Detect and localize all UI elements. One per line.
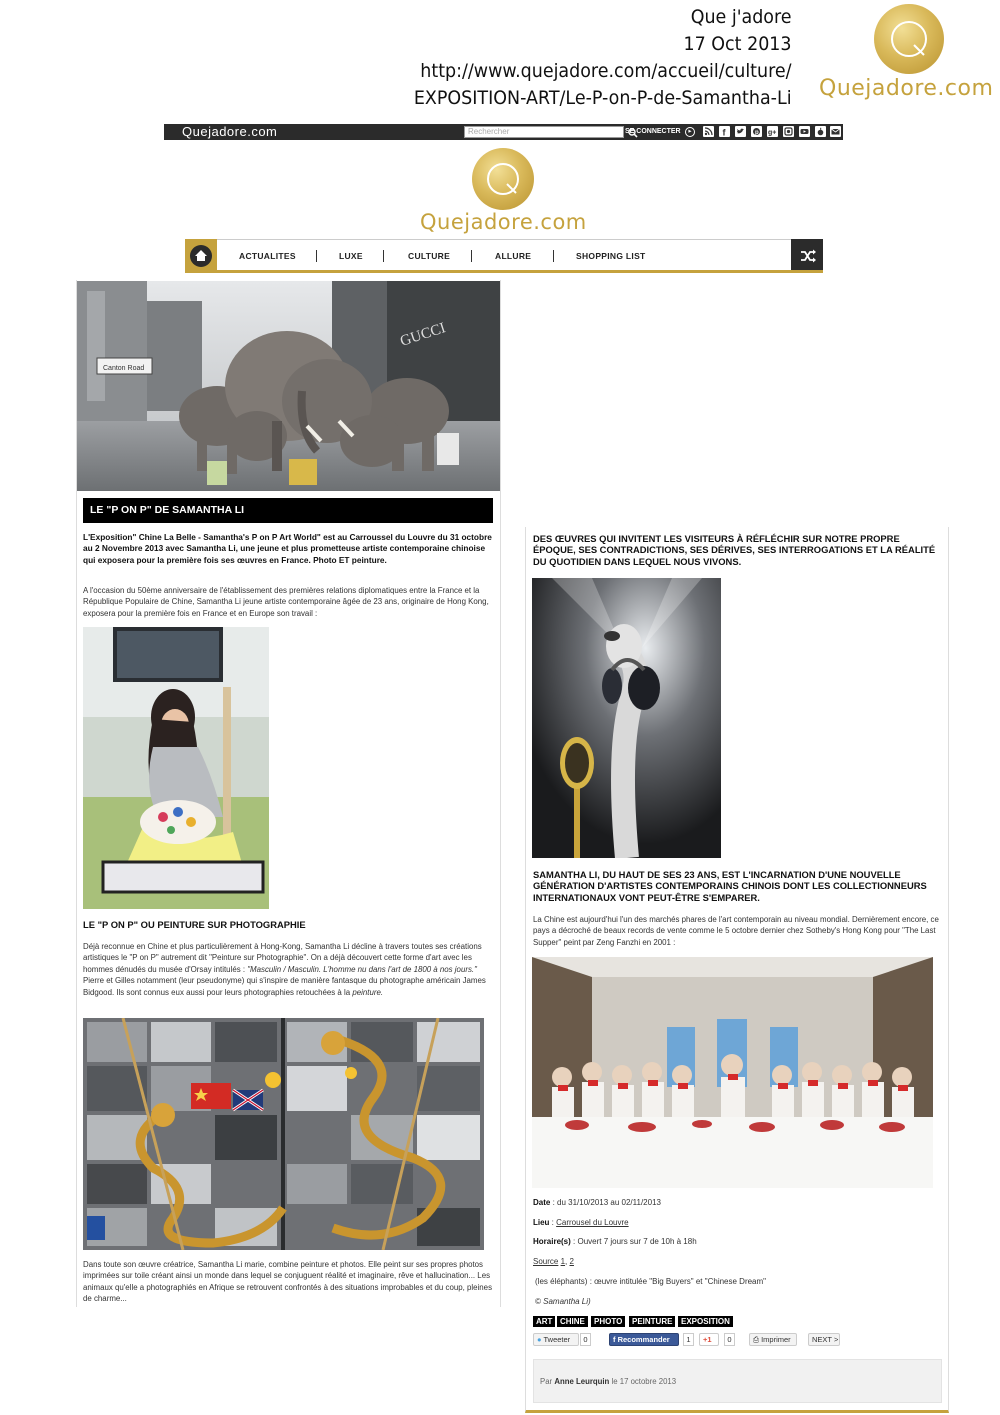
image-credit: © Samantha Li): [535, 1297, 591, 1306]
pinterest-icon[interactable]: [751, 126, 762, 137]
nav-item-culture[interactable]: CULTURE: [408, 251, 451, 261]
nav-item-luxe[interactable]: LUXE: [339, 251, 363, 261]
elephants-artwork-image: [77, 281, 500, 491]
event-hours-label: Horaire(s): [533, 1237, 571, 1246]
event-location-sep: :: [549, 1218, 557, 1227]
facebook-icon[interactable]: [719, 126, 730, 137]
event-hours-value: : Ouvert 7 jours sur 7 de 10h à 18h: [570, 1237, 697, 1246]
brand-logo-icon: [874, 4, 944, 74]
event-sources: Source 1, 2: [533, 1257, 574, 1266]
top-bar: [164, 124, 843, 140]
svg-text:g+: g+: [768, 129, 777, 137]
section-text-italic: peinture.: [352, 987, 384, 997]
gplus-button[interactable]: [699, 1333, 719, 1346]
nav-separator: [383, 250, 384, 262]
section-text-italic: "Masculin / Masculin. L'homme nu dans l'art de 1800 à nos jours.": [247, 964, 477, 974]
tweet-button[interactable]: [533, 1333, 579, 1346]
shop-sign-text: GUCCI: [398, 320, 448, 350]
topbar-site-name[interactable]: Quejadore.com: [182, 124, 278, 139]
section-text-creative-work: Dans toute son œuvre créatrice, Samantha Li marie, combine peinture et photos. Elle peint sur ses propres photos imprimées sur toile créant ainsi un monde dans lequel se conjuguent réalité et imaginaire, rêve et hallucination... Les animaux qu'elle a photographiés en Afrique se retrouvent confrontés à des situations improbables et du coup, pleines de charme...: [83, 1260, 493, 1304]
section-text-part: Déjà reconnue en Chine et plus particulièrement à Hong-Kong, Samantha Li décline à travers toutes ses créations artistiques le "P on P" autrement dit "Peinture sur Photographie". On a déjà découvert cette forme d'art avec les hommes dénudés du musée d'Orsay intitulés :: [83, 942, 482, 974]
login-arrow-icon[interactable]: [685, 127, 695, 137]
section-title-works: DES ŒUVRES QUI INVITENT LES VISITEURS À RÉFLÉCHIR SUR NOTRE PROPRE ÉPOQUE, SES CONTRADICTIONS, SES DÉRIVES, SES INTERROGATIONS ET LA RÉALITÉ DU QUOTIDIEN DANS LEQUEL NOUS VIVONS.: [533, 533, 936, 567]
nav-separator: [471, 250, 472, 262]
article-title: LE "P ON P" DE SAMANTHA LI: [83, 498, 493, 523]
event-date-value: : du 31/10/2013 au 02/11/2013: [550, 1198, 661, 1207]
site-logo-icon[interactable]: [472, 148, 534, 210]
rss-icon[interactable]: [703, 126, 714, 137]
apple-icon[interactable]: [815, 126, 826, 137]
clipping-date: 17 Oct 2013: [683, 33, 792, 55]
section-text-chinese-market: La Chine est aujourd'hui l'un des marchés phares de l'art contemporain au niveau mondial. Dernièrement encore, ce pays a décroché de beaux records de vente comme le 5 octobre dernier chez Sotheby's Hong Kong pour "The Last Supper" peint par Zeng Fanzhi en 2001 :: [533, 915, 939, 947]
instagram-icon[interactable]: [783, 126, 794, 137]
nav-item-shopping-list[interactable]: SHOPPING LIST: [576, 251, 646, 261]
event-date: [533, 1197, 661, 1208]
tag-peinture[interactable]: PEINTURE: [629, 1316, 675, 1327]
event-location-link[interactable]: Carrousel du Louvre: [556, 1218, 629, 1227]
tag-art[interactable]: ART: [533, 1316, 555, 1327]
site-logo-name[interactable]: Quejadore.com: [420, 210, 587, 234]
svg-text:f: f: [722, 127, 726, 137]
twitter-icon[interactable]: [735, 126, 746, 137]
author-box: [533, 1359, 942, 1403]
youtube-icon[interactable]: [799, 126, 810, 137]
section-text-p-on-p: [83, 941, 495, 998]
home-button[interactable]: [185, 239, 217, 273]
tag-chine[interactable]: CHINE: [557, 1316, 588, 1327]
googleplus-icon[interactable]: [767, 126, 778, 137]
author-prefix: Par: [540, 1377, 555, 1386]
tweet-label: Tweeter: [543, 1335, 571, 1344]
source-link-1[interactable]: 1: [560, 1257, 566, 1266]
gplus-count: 0: [724, 1333, 735, 1346]
brand-badge: [818, 4, 1000, 102]
section-text-part: Pierre et Gilles notamment (leur pseudonyme) qui s'inspire de manière fantasque du photographe américain James Bidgood. Ils sont connus eux aussi pour leurs photographies retouchées à la: [83, 976, 486, 997]
tag-exposition[interactable]: EXPOSITION: [678, 1316, 733, 1327]
nav-item-actualites[interactable]: ACTUALITES: [239, 251, 296, 261]
search-input[interactable]: Rechercher: [464, 126, 624, 138]
author-date: le 17 octobre 2013: [609, 1377, 677, 1386]
clipping-source: Que j'adore: [691, 6, 792, 28]
shuffle-icon: [791, 239, 823, 273]
event-date-label: Date: [533, 1198, 551, 1207]
recommend-button[interactable]: [609, 1333, 679, 1346]
home-icon: [190, 245, 212, 267]
nav-item-allure[interactable]: ALLURE: [495, 251, 532, 261]
nav-separator: [316, 250, 317, 262]
clipping-url-line1: http://www.quejadore.com/accueil/culture/: [420, 60, 792, 82]
event-location: [533, 1217, 629, 1228]
print-label: Imprimer: [761, 1335, 791, 1344]
next-button[interactable]: NEXT >: [808, 1333, 840, 1346]
facebook-recommend-icon: f: [613, 1335, 616, 1344]
brand-name: Quejadore.com: [819, 76, 994, 101]
clipping-header: [414, 4, 792, 112]
author-line: [540, 1377, 676, 1386]
article-intro: A l'occasion du 50ème anniversaire de l'établissement des premières relations diplomatiques entre la France et la République Populaire de Chine, Samantha Li jeune artiste contemporaine âgée de 23 ans, originaire de Hong Kong, exposera pour la première fois en France et en Europe son travail :: [83, 586, 489, 618]
section-title-samantha: SAMANTHA LI, DU HAUT DE SES 23 ANS, EST L'INCARNATION D'UNE NOUVELLE GÉNÉRATION D'ARTISTES CONTEMPORAINS CHINOIS DONT LES COLLECTIONNEURS INTERNATIONAUX VONT PEUT-ÊTRE S'EMPARER.: [533, 869, 927, 903]
print-icon: ⎙: [753, 1335, 759, 1344]
section-title-p-on-p: LE "P ON P" OU PEINTURE SUR PHOTOGRAPHIE: [83, 919, 306, 930]
source-label[interactable]: Source: [533, 1257, 559, 1266]
print-button[interactable]: [749, 1333, 797, 1346]
twitter-bird-icon: ●: [537, 1335, 542, 1344]
email-icon[interactable]: [830, 126, 841, 137]
gplus-label: +1: [703, 1335, 712, 1344]
recommend-count: 1: [683, 1333, 694, 1346]
dragon-collage-artwork-image: [83, 1018, 484, 1250]
nav-bar: [217, 239, 791, 273]
author-name[interactable]: Anne Leurquin: [554, 1377, 610, 1386]
recommend-label: Recommander: [617, 1335, 670, 1344]
article-lead: L'Exposition" Chine La Belle - Samantha's P on P Art World" est au Carroussel du Louvre du 31 octobre au 2 Novembre 2013 avec Samantha Li, une jeune et plus prometteuse artiste contemporaine chinoise qui exposera pour la première fois ses œuvres en France. Photo ET peinture.: [83, 532, 492, 565]
svg-text:p: p: [755, 130, 759, 136]
source-link-2[interactable]: 2: [569, 1257, 574, 1266]
image-caption: (les éléphants) : œuvre intitulée "Big Buyers" et "Chinese Dream": [535, 1277, 767, 1286]
login-link[interactable]: SE CONNECTER: [625, 128, 681, 135]
event-location-label: Lieu: [533, 1218, 550, 1227]
last-supper-painting-image: [532, 957, 933, 1188]
ostrich-microphone-artwork-image: [532, 578, 721, 858]
clipping-url-line2: EXPOSITION-ART/Le-P-on-P-de-Samantha-Li: [414, 87, 792, 109]
event-hours: [533, 1236, 697, 1247]
street-sign-text: Canton Road: [103, 365, 145, 372]
shuffle-button[interactable]: [791, 239, 823, 273]
nav-separator: [553, 250, 554, 262]
main-nav: [185, 239, 823, 273]
tweet-count: 0: [580, 1333, 591, 1346]
artist-photo-image: [83, 627, 269, 909]
tag-photo[interactable]: PHOTO: [591, 1316, 625, 1327]
